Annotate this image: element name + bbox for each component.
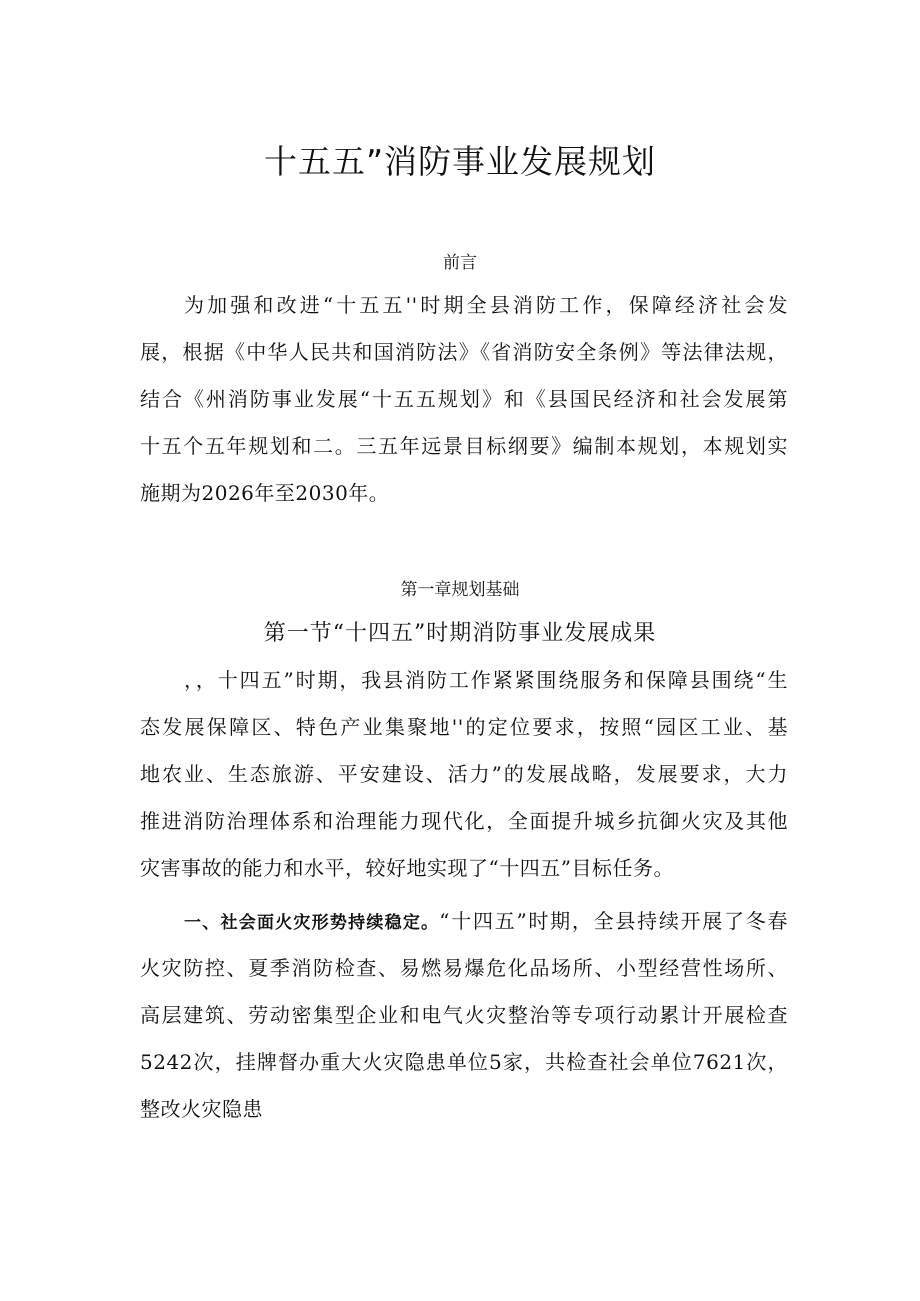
paragraph-line: 灾害事故的能力和水平，较好地实现了“十四五”目标任务。 [140, 856, 674, 880]
document-title: 十五五”消防事业发展规划 [263, 142, 657, 181]
section-paragraph-2 [140, 898, 788, 1133]
subsection-lead: 一、社会面火灾形势持续稳定。 [184, 913, 440, 933]
section-heading: 第一节“十四五”时期消防事业发展成果 [263, 621, 657, 646]
paragraph-line: 整改火灾隐患 [140, 1097, 263, 1121]
paragraph-line: 高层建筑、劳动密集型企业和电气火灾整治等专项行动累计开展检查 [140, 1003, 788, 1027]
preface-line: 结合《州消防事业发展“十五五规划》和《县国民经济和社会发展第 [140, 387, 788, 411]
paragraph-line: 态发展保障区、特色产业集聚地''的定位要求，按照“园区工业、基 [140, 715, 788, 739]
paragraph-line: 火灾防控、夏季消防检查、易燃易爆危化品场所、小型经营性场所、 [140, 956, 788, 980]
paragraph-text: “十四五”时期，全县持续开展了冬春 [439, 909, 789, 933]
preface-line: 为加强和改进“十五五''时期全县消防工作，保障经济社会发 [184, 293, 788, 317]
paragraph-line: 推进消防治理体系和治理能力现代化，全面提升城乡抗御火灾及其他 [140, 809, 788, 833]
preface-line: 十五个五年规划和二。三五年远景目标纲要》编制本规划，本规划实 [140, 434, 788, 458]
paragraph-line [140, 898, 788, 945]
chapter-heading: 第一章规划基础 [400, 580, 520, 600]
preface-line: 施期为2026年至2030年。 [140, 481, 390, 505]
preface-heading: 前言 [443, 253, 477, 273]
preface-paragraph [140, 282, 788, 517]
preface-line: 展，根据《中华人民共和国消防法》《省消防安全条例》等法律法规， [140, 340, 788, 364]
paragraph-line: 地农业、生态旅游、平安建设、活力”的发展战略，发展要求，大力 [140, 762, 788, 786]
paragraph-line: 5242次，挂牌督办重大火灾隐患单位5家，共检查社会单位7621次， [140, 1050, 788, 1074]
paragraph-line: ，，十四五”时期，我县消防工作紧紧围绕服务和保障县围绕“生 [184, 668, 788, 692]
section-paragraph-1 [140, 657, 788, 892]
